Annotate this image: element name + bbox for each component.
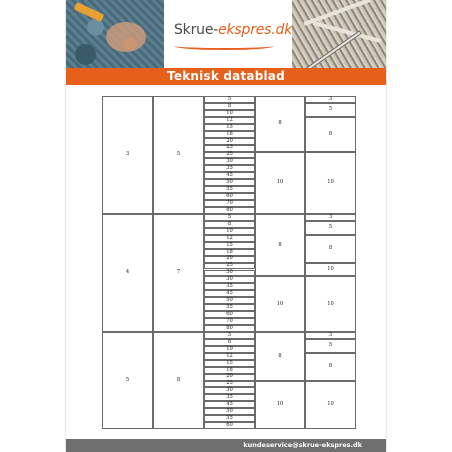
pack-value-cell: 3 [305,332,356,339]
head-size-cell: 5 [153,96,204,214]
length-cell: 60 [204,311,255,318]
diameter-cell: 4 [102,214,153,332]
length-cell: 45 [204,290,255,297]
length-cell: 8 [204,339,255,346]
pack-value-cell: 10 [305,381,356,430]
pack-value-cell: 10 [305,152,356,214]
length-cell: 30 [204,387,255,394]
length-cell: 80 [204,325,255,332]
length-cell: 8 [204,221,255,228]
length-cell: 8 [204,103,255,110]
length-cell: 23 [204,145,255,152]
length-cell: 50 [204,179,255,186]
length-cell: 5 [204,332,255,339]
pack-value-cell: 5 [305,339,356,353]
thread-length-cell: 8 [255,214,305,276]
pack-value-cell: 8 [305,235,356,263]
thread-length-cell: 10 [255,152,305,214]
pack-value-cell: 10 [305,276,356,332]
length-cell: 15 [204,242,255,249]
length-cell: 20 [204,256,255,263]
length-cell: 10 [204,228,255,235]
length-cell: 70 [204,200,255,207]
length-cell: 60 [204,422,255,429]
pack-value-cell: 10 [305,263,356,277]
length-cell: 18 [204,367,255,374]
length-cell: 10 [204,110,255,117]
length-cell: 35 [204,394,255,401]
length-cell: 55 [204,186,255,193]
head-size-cell: 7 [153,214,204,332]
length-cell: 12 [204,117,255,124]
length-cell: 18 [204,249,255,256]
pack-value-cell: 8 [305,353,356,381]
length-cell: 50 [204,297,255,304]
length-cell: 20 [204,374,255,381]
length-cell: 5 [204,214,255,221]
length-cell: 80 [204,207,255,214]
diameter-cell: 3 [102,96,153,214]
length-cell: 30 [204,270,255,277]
length-cell: 45 [204,401,255,408]
pack-value-cell: 3 [305,96,356,103]
length-cell: 12 [204,235,255,242]
pack-value-cell: 5 [305,221,356,235]
length-cell: 12 [204,353,255,360]
length-cell: 45 [204,172,255,179]
length-cell: 55 [204,304,255,311]
length-cell: 15 [204,360,255,367]
length-cell: 18 [204,131,255,138]
pack-value-cell: 3 [305,214,356,221]
pack-value-cell: 5 [305,103,356,117]
footer-email: kundeservice@skrue-ekspres.dk [243,441,362,449]
length-cell: 50 [204,408,255,415]
length-cell: 35 [204,165,255,172]
length-cell: 25 [204,152,255,159]
length-cell: 20 [204,138,255,145]
logo-accent-text: ekspres.dk [218,22,293,38]
diameter-cell: 5 [102,332,153,429]
length-cell: 15 [204,124,255,131]
length-cell: 5 [204,96,255,103]
length-cell: 10 [204,346,255,353]
length-cell: 25 [204,263,255,270]
page-title: Teknisk datablad [167,69,285,83]
length-cell: 55 [204,415,255,422]
length-cell: 30 [204,276,255,283]
thread-length-cell: 10 [255,381,305,430]
logo-main-text: Skrue- [174,22,219,38]
length-cell: 25 [204,381,255,388]
thread-length-cell: 10 [255,276,305,332]
length-cell: 60 [204,193,255,200]
pack-value-cell: 8 [305,117,356,152]
head-size-cell: 8 [153,332,204,429]
length-cell: 35 [204,283,255,290]
length-cell: 30 [204,158,255,165]
length-cell: 70 [204,318,255,325]
thread-length-cell: 8 [255,332,305,381]
thread-length-cell: 8 [255,96,305,152]
